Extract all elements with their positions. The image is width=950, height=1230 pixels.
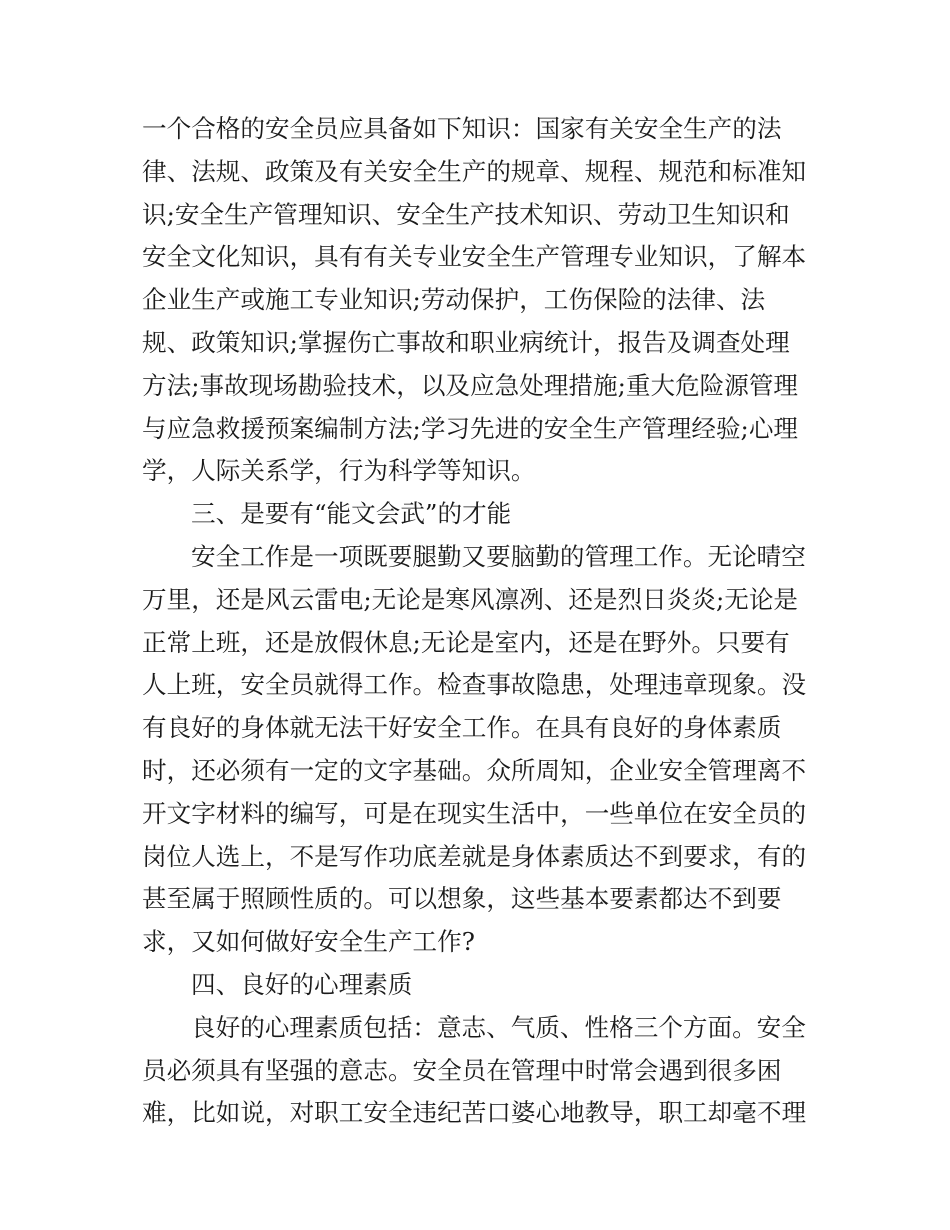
text-line: 识;安全生产管理知识、安全生产技术知识、劳动卫生知识和	[142, 199, 790, 229]
document-body	[142, 108, 812, 1135]
text-line: 正常上班，还是放假休息;无论是室内，还是在野外。只要有	[142, 627, 790, 657]
text-line: 时，还必须有一定的文字基础。众所周知，企业安全管理离不	[142, 755, 807, 785]
text-line: 规、政策知识;掌握伤亡事故和职业病统计，报告及调查处理	[142, 327, 790, 357]
text-line: 一个合格的安全员应具备如下知识：国家有关安全生产的法	[142, 114, 782, 143]
paragraph-first-line: 良好的心理素质包括：意志、气质、性格三个方面。安全	[191, 1012, 806, 1042]
text-line: 岗位人选上，不是写作功底差就是身体素质达不到要求，有的	[142, 841, 807, 871]
text-line: 与应急救援预案编制方法;学习先进的安全生产管理经验;心理	[142, 413, 799, 443]
text-line: 有良好的身体就无法干好安全工作。在具有良好的身体素质	[142, 713, 782, 743]
text-line: 方法;事故现场勘验技术，以及应急处理措施;重大危险源管理	[142, 370, 799, 400]
text-line: 万里，还是风云雷电;无论是寒风凛冽、还是烈日炎炎;无论是	[142, 584, 799, 614]
text-line: 企业生产或施工专业知识;劳动保护，工伤保险的法律、法	[142, 285, 766, 315]
section-heading: 四、良好的心理素质	[191, 969, 413, 999]
text-line: 求，又如何做好安全生产工作?	[142, 927, 475, 957]
text-line: 难，比如说，对职工安全违纪苦口婆心地教导，职工却毫不理	[142, 1098, 807, 1128]
text-line: 人上班，安全员就得工作。检查事故隐患，处理违章现象。没	[142, 670, 807, 700]
text-line: 员必须具有坚强的意志。安全员在管理中时常会遇到很多困	[142, 1055, 782, 1085]
paragraph-first-line: 安全工作是一项既要腿勤又要脑勤的管理工作。无论晴空	[191, 541, 806, 571]
text-line: 律、法规、政策及有关安全生产的规章、规程、规范和标准知	[142, 156, 807, 186]
text-line: 甚至属于照顾性质的。可以想象，这些基本要素都达不到要	[142, 884, 782, 914]
text-line: 学，人际关系学，行为科学等知识。	[142, 456, 536, 486]
text-line: 安全文化知识，具有有关专业安全生产管理专业知识，了解本	[142, 242, 807, 272]
section-heading: 三、是要有“能文会武”的才能	[191, 499, 512, 529]
text-line: 开文字材料的编写，可是在现实生活中，一些单位在安全员的	[142, 798, 807, 828]
